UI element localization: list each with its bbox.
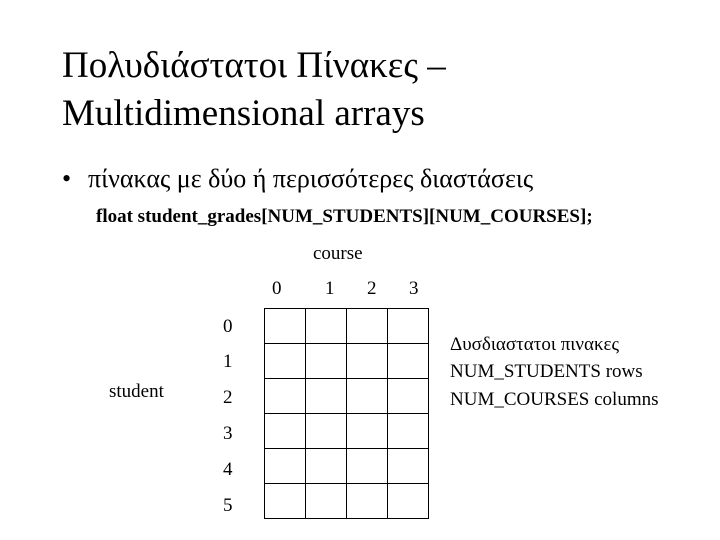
column-index: 3 xyxy=(409,278,419,299)
grid-cell xyxy=(388,309,429,344)
grid-row xyxy=(265,309,429,344)
grid-cell xyxy=(388,484,429,519)
grid-cell xyxy=(265,309,306,344)
code-declaration: float student_grades[NUM_STUDENTS][NUM_COURSES]; xyxy=(96,206,593,227)
grid-row xyxy=(265,379,429,414)
grid-cell xyxy=(347,484,388,519)
array-grid xyxy=(264,308,429,519)
grid-row xyxy=(265,449,429,484)
column-index: 0 xyxy=(272,278,282,299)
slide-title xyxy=(62,42,446,138)
grid-cell xyxy=(347,414,388,449)
note-line-1: Δυσδιαστατοι πινακες xyxy=(450,334,620,355)
grid-cell xyxy=(347,344,388,379)
grid-cell xyxy=(265,484,306,519)
grid-cell xyxy=(306,344,347,379)
grid-cell xyxy=(306,309,347,344)
grid-cell xyxy=(347,379,388,414)
grid-cell xyxy=(265,414,306,449)
grid-cell xyxy=(306,414,347,449)
grid-cell xyxy=(388,344,429,379)
row-index: 0 xyxy=(223,316,233,337)
row-index: 1 xyxy=(223,351,233,372)
grid-cell xyxy=(306,484,347,519)
grid-cell xyxy=(265,449,306,484)
grid-cell xyxy=(388,414,429,449)
title-line-2: Multidimensional arrays xyxy=(62,93,425,134)
row-index: 4 xyxy=(223,459,233,480)
grid-cell xyxy=(388,379,429,414)
column-index: 2 xyxy=(367,278,377,299)
column-axis-label: course xyxy=(313,243,363,264)
grid-cell xyxy=(265,344,306,379)
grid-cell xyxy=(265,379,306,414)
grid-cell xyxy=(347,449,388,484)
note-line-3: NUM_COURSES columns xyxy=(450,389,659,410)
note-line-2: NUM_STUDENTS rows xyxy=(450,361,643,382)
bullet-text: πίνακας με δύο ή περισσότερες διαστάσεις xyxy=(88,164,534,193)
bullet-icon: • xyxy=(62,164,72,193)
grid-cell xyxy=(388,449,429,484)
row-index: 3 xyxy=(223,423,233,444)
row-index: 2 xyxy=(223,387,233,408)
row-axis-label: student xyxy=(109,381,164,402)
grid-row xyxy=(265,414,429,449)
grid-cell xyxy=(347,309,388,344)
grid-row xyxy=(265,344,429,379)
column-index: 1 xyxy=(325,278,335,299)
title-line-1: Πολυδιάστατοι Πίνακες – xyxy=(62,45,446,86)
grid-row xyxy=(265,484,429,519)
row-index: 5 xyxy=(223,495,233,516)
grid-cell xyxy=(306,379,347,414)
grid-cell xyxy=(306,449,347,484)
